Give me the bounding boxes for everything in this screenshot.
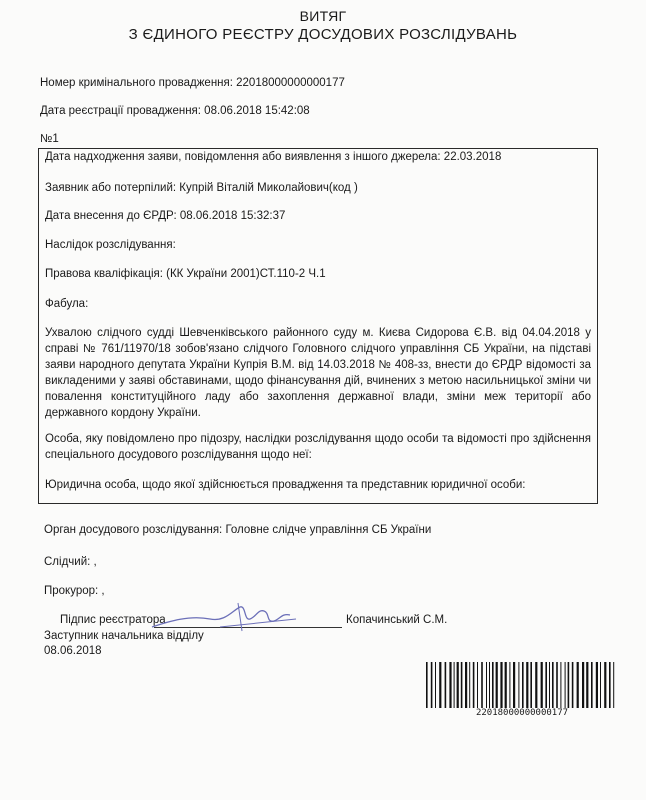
barcode-bar	[572, 662, 574, 708]
barcode-bar	[530, 662, 532, 708]
barcode-bar	[545, 662, 547, 708]
fabula-label: Фабула:	[45, 298, 89, 310]
barcode-bar	[609, 662, 611, 708]
barcode-bar	[461, 662, 463, 708]
barcode-bar	[469, 662, 470, 708]
barcode-bar	[457, 662, 459, 708]
document-subtitle: З ЄДИНОГО РЕЄСТРУ ДОСУДОВИХ РОЗСЛІДУВАНЬ	[128, 26, 518, 43]
registrar-position: Заступник начальника відділу	[44, 630, 204, 642]
barcode-bar	[477, 662, 478, 708]
consequence: Наслідок розслідування:	[45, 239, 176, 251]
barcode-bar	[486, 662, 487, 708]
applicant: Заявник або потерпілий: Купрій Віталій Миколайович(код )	[45, 182, 358, 194]
barcode-bar	[449, 662, 451, 708]
barcode-bar	[435, 662, 436, 708]
barcode-bar	[431, 662, 433, 708]
qualification: Правова кваліфікація: (КК України 2001)СТ.110-2 Ч.1	[45, 268, 326, 280]
barcode-bar	[600, 662, 601, 708]
proceeding-number: Номер кримінального провадження: 22018000000000177	[40, 77, 345, 89]
barcode-bar	[492, 662, 494, 708]
barcode-bar	[541, 662, 543, 708]
barcode-bar	[535, 662, 537, 708]
barcode-bar	[560, 662, 561, 708]
barcode-bar	[500, 662, 502, 708]
barcode-bar	[582, 662, 584, 708]
entry-box	[38, 148, 598, 504]
barcode-bar	[439, 662, 441, 708]
barcode-bar	[454, 662, 455, 708]
barcode-bar	[549, 662, 550, 708]
barcode-bar	[591, 662, 593, 708]
barcode-bar	[426, 662, 428, 708]
barcode-bar	[565, 662, 566, 708]
barcode-bar	[445, 662, 447, 708]
legal-entity: Юридична особа, щодо якої здійснюється провадження та представник юридичної особи:	[45, 479, 526, 491]
notified-person: Особа, яку повідомлено про підозру, наслідки розслідування щодо особи та відомості про здійснення спеціального досудового розслідування щодо неї:	[45, 433, 591, 461]
barcode-bar	[568, 662, 570, 708]
barcode-bar	[522, 662, 524, 708]
prosecutor: Прокурор: ,	[44, 585, 105, 597]
barcode	[424, 662, 620, 708]
barcode-bar	[586, 662, 588, 708]
barcode-number: 22018000000000177	[475, 708, 569, 718]
barcode-bar	[513, 662, 515, 708]
barcode-bar	[556, 662, 558, 708]
entry-number: №1	[40, 133, 59, 145]
barcode-bar	[526, 662, 528, 708]
signature-date: 08.06.2018	[44, 645, 102, 657]
barcode-bar	[473, 662, 475, 708]
barcode-bar	[481, 662, 483, 708]
barcode-bar	[505, 662, 507, 708]
investigation-organ: Орган досудового розслідування: Головне слідче управління СБ України	[44, 524, 432, 536]
barcode-bar	[613, 662, 614, 708]
barcode-bar	[465, 662, 467, 708]
barcode-bar	[552, 662, 554, 708]
erdr-date: Дата внесення до ЄРДР: 08.06.2018 15:32:37	[45, 210, 286, 222]
barcode-bar	[518, 662, 519, 708]
barcode-bar	[489, 662, 490, 708]
barcode-bar	[596, 662, 598, 708]
barcode-bar	[604, 662, 606, 708]
registrar-name: Копачинський С.М.	[346, 614, 448, 626]
barcode-bar	[496, 662, 498, 708]
investigator: Слідчий: ,	[44, 556, 97, 568]
barcode-bar	[509, 662, 510, 708]
registrar-label: Підпис реєстратора	[60, 614, 166, 626]
document-title: ВИТЯГ	[299, 8, 347, 24]
barcode-bar	[577, 662, 579, 708]
fabula-text: Ухвалою слідчого судді Шевченківського районного суду м. Києва Сидорова Є.В. від 04.04.2018 у справі № 761/11970/18 зобов'язано слідчого Головного слідчого управління СБ України, на підставі заяви народного депутата України Купрія В.М. від 14.03.2018 № 408-зз, внести до ЄРДР відомості за викладеними у заяві обставинами, щодо фінансування дій, вчинених з метою насильницької зміни чи повалення конституційного ладу або захоплення державної влади, зміни меж території або державного кордону України.	[45, 327, 591, 419]
registration-date: Дата реєстрації провадження: 08.06.2018 15:42:08	[40, 105, 310, 117]
receipt-date: Дата надходження заяви, повідомлення або виявлення з іншого джерела: 22.03.2018	[45, 151, 502, 163]
